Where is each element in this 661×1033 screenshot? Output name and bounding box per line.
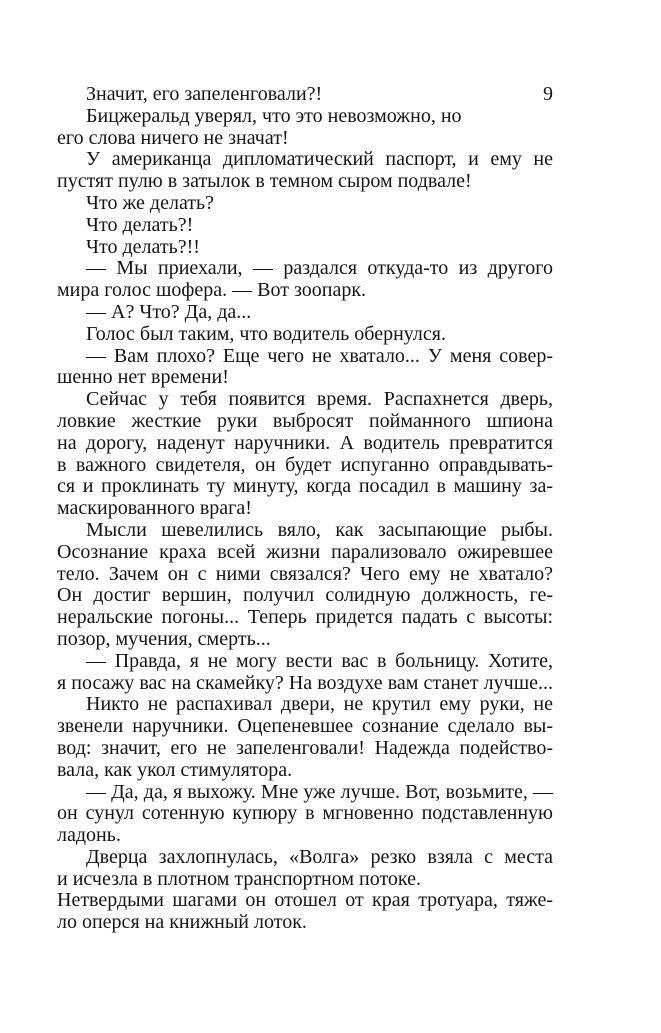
text-line — [57, 912, 553, 934]
text-line — [57, 193, 553, 215]
text-line — [57, 716, 553, 738]
text-line — [57, 607, 553, 629]
text-line — [57, 498, 553, 520]
text-line — [57, 302, 553, 324]
text-line — [57, 629, 553, 651]
text-line — [57, 651, 553, 673]
text-line-content: — Мы приехали, — раздался откуда-то из другого — [86, 257, 553, 280]
text-line — [57, 869, 553, 891]
text-line-content: пустят пулю в затылок в темном сыром подвале! — [57, 170, 472, 193]
text-line-content: Бицжеральд уверял, что это невозможно, но — [86, 104, 462, 127]
text-block — [57, 84, 553, 934]
text-line — [57, 694, 553, 716]
text-line-content: Что же делать? — [86, 191, 215, 214]
text-line — [57, 128, 553, 150]
text-line-content: маскированного врага! — [57, 497, 252, 520]
text-line — [57, 476, 553, 498]
text-line — [57, 847, 553, 869]
text-line-content: тело. Зачем он с ними связался? Чего ему не хватало? — [57, 562, 553, 585]
text-line-content: — Правда, я не могу вести вас в больницу. Хотите, — [86, 649, 553, 672]
text-line — [57, 280, 553, 302]
text-line — [57, 825, 553, 847]
text-line — [57, 455, 553, 477]
text-line — [57, 738, 553, 760]
text-line-content: ладонь. — [57, 824, 121, 847]
text-line-content: звенели наручники. Оцепеневшее сознание сделало вы- — [57, 715, 553, 738]
text-line — [57, 760, 553, 782]
text-line-content: — Да, да, я выхожу. Мне уже лучше. Вот, возьмите, — — [86, 780, 553, 803]
text-line — [57, 803, 553, 825]
text-line-content: в важного свидетеля, он будет испуганно оправдывать- — [57, 453, 553, 476]
text-line-content: Осознание краха всей жизни парализовало ожиревшее — [57, 540, 553, 563]
text-line-content: позор, мучения, смерть... — [57, 627, 271, 650]
text-line-content: я посажу вас на скамейку? На воздухе вам станет лучше... — [57, 671, 553, 694]
text-line — [57, 433, 553, 455]
text-line-content: — А? Что? Да, да... — [86, 300, 252, 323]
text-line-content: вала, как укол стимулятора. — [57, 758, 293, 781]
text-line — [57, 324, 553, 346]
text-line-content: мира голос шофера. — Вот зоопарк. — [57, 279, 367, 302]
text-line — [57, 237, 553, 259]
text-line-content: его слова ничего не значат! — [57, 126, 289, 149]
text-line-content: он сунул сотенную купюру в мгновенно подставленную — [57, 802, 553, 825]
text-line-content: ловкие жесткие руки выбросят пойманного шпиона — [57, 409, 553, 432]
text-line-content: Он достиг вершин, получил солидную должность, ге- — [57, 584, 553, 607]
text-line — [57, 673, 553, 695]
text-line — [57, 346, 553, 368]
text-line-content: ся и проклинать ту минуту, когда посадил в машину за- — [57, 475, 553, 498]
text-line-content: ло оперся на книжный лоток. — [57, 911, 307, 934]
text-line-content: и исчезла в плотном транспортном потоке. — [57, 867, 422, 890]
text-line — [57, 106, 553, 128]
text-line-content: У американца дипломатический паспорт, и ему не — [86, 148, 553, 171]
text-line-content: Что делать?!! — [86, 235, 200, 258]
page-number: 9 — [543, 83, 553, 105]
text-line — [57, 84, 553, 106]
text-line — [57, 171, 553, 193]
text-line — [57, 389, 553, 411]
text-line — [57, 782, 553, 804]
text-line — [57, 149, 553, 171]
text-line-content: неральские погоны... Теперь придется падать с высоты: — [57, 606, 553, 629]
text-line — [57, 215, 553, 237]
text-line-content: Сейчас у тебя появится время. Распахнется дверь, — [86, 388, 553, 411]
text-line-content: Значит, его запеленговали?! — [86, 83, 323, 105]
text-line — [57, 520, 553, 542]
text-line-content: — Вам плохо? Еще чего не хватало... У меня совер- — [86, 344, 553, 367]
text-line-content: Что делать?! — [86, 213, 194, 236]
text-line-content: шенно нет времени! — [57, 366, 229, 389]
text-line — [57, 258, 553, 280]
text-line — [57, 542, 553, 564]
text-line-content: Никто не распахивал двери, не крутил ему руки, не — [86, 693, 553, 716]
text-line-content: на дорогу, наденут наручники. А водитель превратится — [57, 431, 553, 454]
text-line-content: Нетвердыми шагами он отошел от края тротуара, тяже- — [57, 889, 553, 912]
text-line — [57, 585, 553, 607]
text-line — [57, 564, 553, 586]
text-line — [57, 367, 553, 389]
text-line — [57, 890, 553, 912]
text-line-content: вод: значит, его не запеленговали! Надежда подейство- — [57, 736, 553, 759]
text-line-content: Дверца захлопнулась, «Волга» резко взяла с места — [86, 845, 553, 868]
text-line — [57, 411, 553, 433]
text-line-content: Мысли шевелились вяло, как засыпающие рыбы. — [86, 518, 553, 541]
text-line-content: Голос был таким, что водитель обернулся. — [86, 322, 446, 345]
